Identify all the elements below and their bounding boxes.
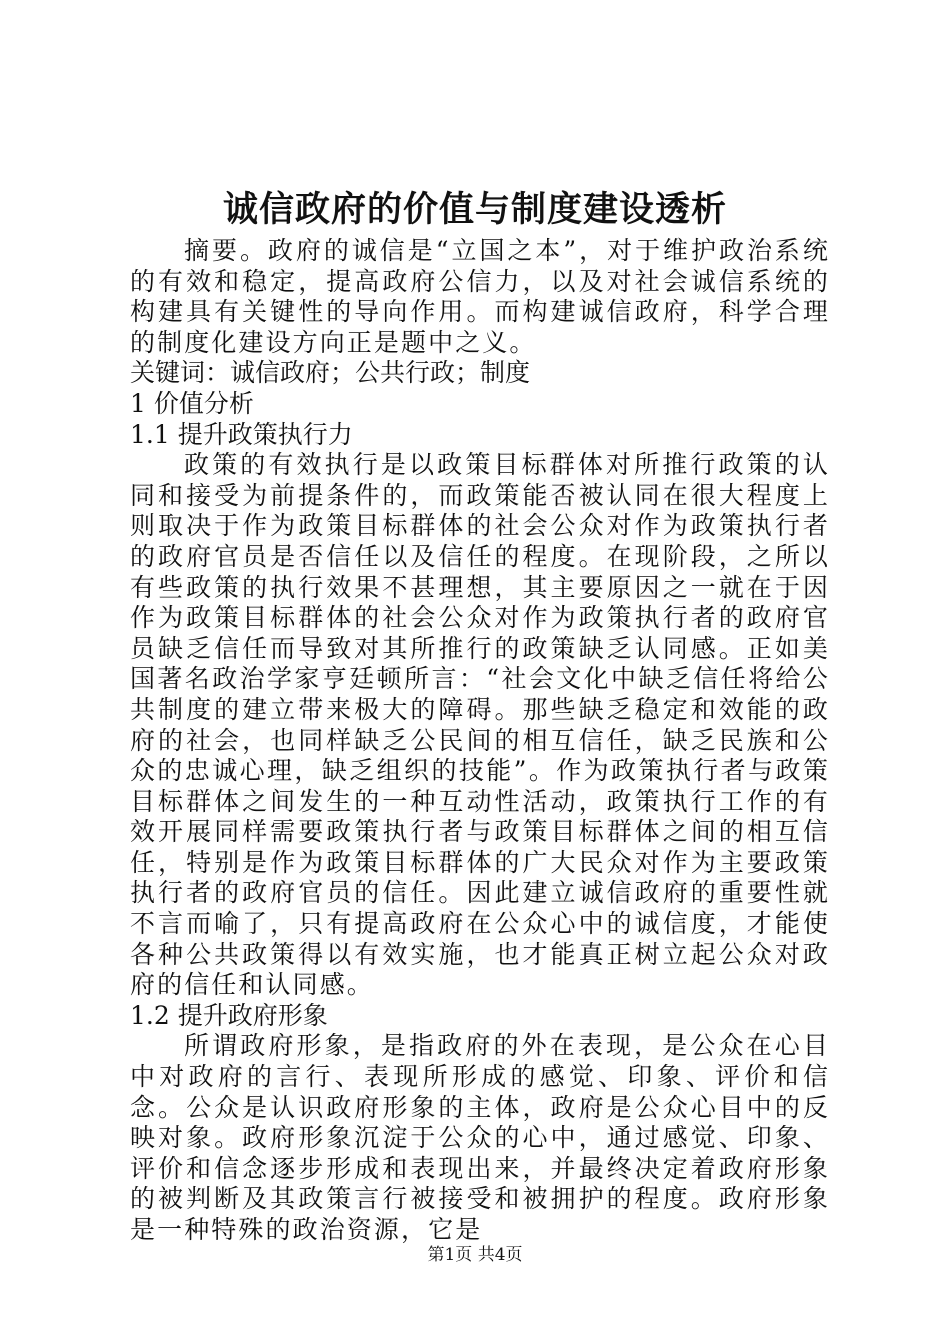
- keywords-line: 关键词：诚信政府；公共行政；制度: [130, 358, 531, 388]
- section-heading-value-analysis: 1 价值分析: [130, 388, 254, 418]
- subsection-heading-policy-execution: 1.1 提升政策执行力: [130, 419, 353, 449]
- subsection-heading-government-image: 1.2 提升政府形象: [130, 1000, 328, 1030]
- document-title: 诚信政府的价值与制度建设透析: [222, 189, 727, 230]
- document-body: [130, 236, 830, 1246]
- abstract-paragraph: 摘要。政府的诚信是“立国之本”，对于维护政治系统的有效和稳定，提高政府公信力，以及对社会诚信系统的构建具有关键性的导向作用。而构建诚信政府，科学合理的制度化建设方向正是题中之义。: [130, 236, 830, 357]
- page-footer: 第1页 共4页: [427, 1245, 523, 1265]
- policy-execution-paragraph: 政策的有效执行是以政策目标群体对所推行政策的认同和接受为前提条件的，而政策能否被认同在很大程度上则取决于作为政策目标群体的社会公众对作为政策执行者的政府官员是否信任以及信任的程度。在现阶段，之所以有些政策的执行效果不甚理想，其主要原因之一就在于因作为政策目标群体的社会公众对作为政策执行者的政府官员缺乏信任而导致对其所推行的政策缺乏认同感。正如美国著名政治学家亨廷顿所言：“社会文化中缺乏信任将给公共制度的建立带来极大的障碍。那些缺乏稳定和效能的政府的社会，也同样缺乏公民间的相互信任，缺乏民族和公众的忠诚心理，缺乏组织的技能”。作为政策执行者与政策目标群体之间发生的一种互动性活动，政策执行工作的有效开展同样需要政策执行者与政策目标群体之间的相互信任，特别是作为政策目标群体的广大民众对作为主要政策执行者的政府官员的信任。因此建立诚信政府的重要性就不言而喻了，只有提高政府在公众心中的诚信度，才能使各种公共政策得以有效实施，也才能真正树立起公众对政府的信任和认同感。: [130, 450, 830, 1000]
- government-image-paragraph: 所谓政府形象，是指政府的外在表现，是公众在心目中对政府的言行、表现所形成的感觉、印象、评价和信念。公众是认识政府形象的主体，政府是公众心目中的反映对象。政府形象沉淀于公众的心中，通过感觉、印象、评价和信念逐步形成和表现出来，并最终决定着政府形象的被判断及其政策言行被接受和被拥护的程度。政府形象是一种特殊的政治资源，它是: [130, 1031, 830, 1244]
